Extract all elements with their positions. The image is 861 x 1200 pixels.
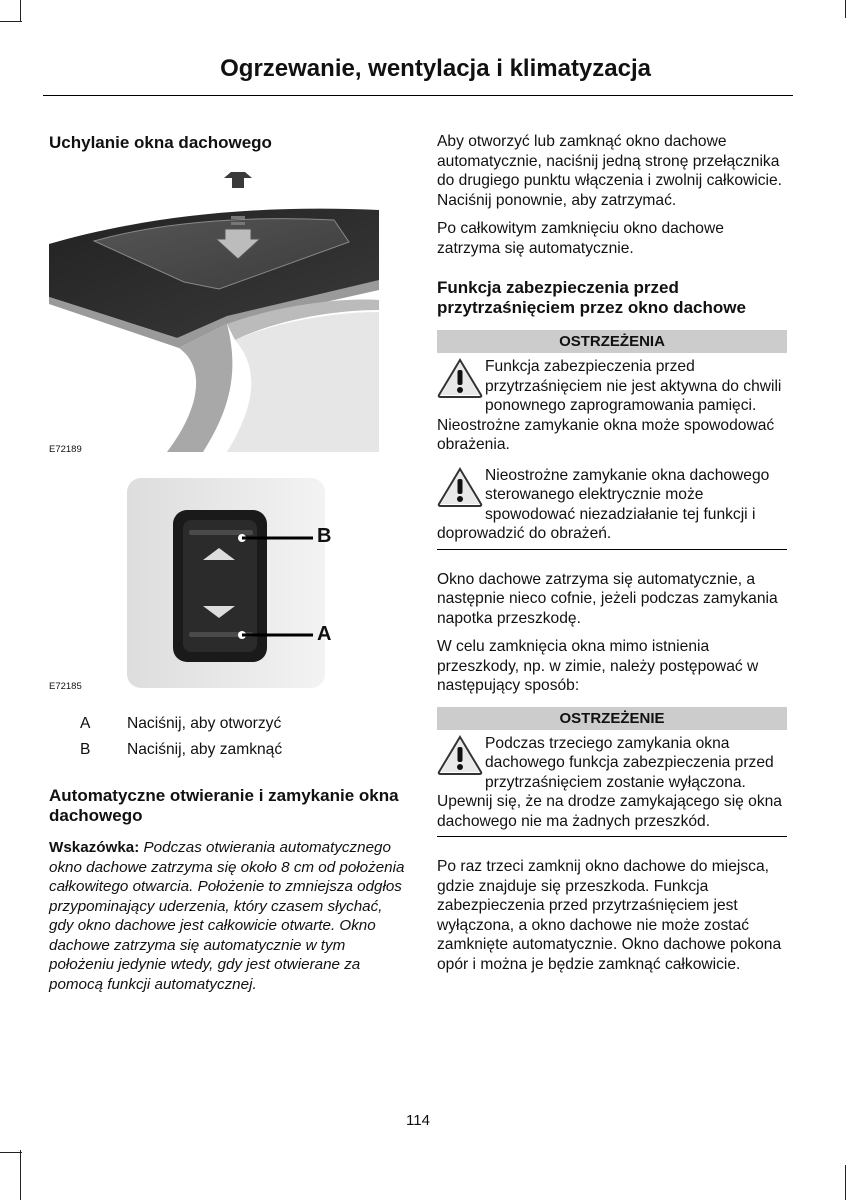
warning-item [437, 357, 789, 455]
section-heading: Uchylanie okna dachowego [49, 133, 272, 152]
warnings-heading: OSTRZEŻENIA [437, 330, 787, 353]
paragraph: Okno dachowe zatrzyma się automatycznie, a następnie nieco cofnie, jeżeli podczas zamykania napotka przeszkodę. [437, 570, 778, 627]
warning-triangle-icon [437, 466, 483, 508]
paragraph: Po raz trzeci zamknij okno dachowe do miejsca, gdzie znajduje się przeszkoda. Funkcja zabezpieczenia przed przytrzaśnięciem jest wyłączona, a okno dachowe nie może zostać zamknięte automatycznie. Okno dachowe pokona opór i można je będzie zamknąć całkowicie. [437, 858, 782, 973]
section-heading: Funkcja zabezpieczenia przed przytrzaśnięciem przez okno dachowe [437, 278, 746, 317]
note-paragraph [49, 838, 409, 994]
page-title: Ogrzewanie, wentylacja i klimatyzacja [220, 55, 651, 82]
figure-code: E72189 [49, 444, 82, 455]
note-text: Podczas otwierania automatycznego okno dachowe zatrzyma się około 8 cm od położenia całkowitego otwarcia. Położenie to zmniejsza odgłos przypominający uderzenia, który czasem słychać, gdy okno dachowe jest całkowicie otwarte. Okno dachowe zatrzyma się automatycznie w tym położeniu jedynie wtedy, gdy jest otwierane za pomocą funkcji automatycznej. [49, 839, 405, 993]
warning-end-rule [437, 549, 787, 550]
crop-mark [845, 0, 846, 18]
paragraph: Aby otworzyć lub zamknąć okno dachowe automatycznie, naciśnij jedną stronę przełącznika do drugiego punktu włączenia i zwolnij całkowicie. Naciśnij ponownie, aby zatrzymać. [437, 133, 782, 209]
crop-mark [20, 0, 21, 22]
warning-item [437, 466, 789, 544]
warning-text: Podczas trzeciego zamykania okna dachowego funkcja zabezpieczenia przed przytrzaśnięciem zostanie wyłączona. Upewnij się, że na drodze zamykającego się okna dachowego nie ma żadnych przeszkód. [437, 734, 782, 830]
right-column [437, 132, 789, 974]
page-number: 114 [406, 1112, 430, 1129]
paragraph: Po całkowitym zamknięciu okno dachowe zatrzyma się automatycznie. [437, 220, 724, 257]
section-heading: Automatyczne otwieranie i zamykanie okna dachowego [49, 786, 399, 825]
label-a: A [317, 623, 332, 645]
title-divider [43, 95, 793, 96]
warning-text: Funkcja zabezpieczenia przed przytrzaśnięciem nie jest aktywna do chwili ponownego zaprogramowania pamięci. Nieostrożne zamykanie okna może spowodować obrażenia. [437, 358, 782, 453]
paragraph: W celu zamknięcia okna mimo istnienia przeszkody, np. w zimie, należy postępować w następujący sposób: [437, 638, 759, 694]
warning-triangle-icon [437, 734, 483, 776]
warning-text: Nieostrożne zamykanie okna dachowego sterowanego elektrycznie może spowodować niezadziałanie tej funkcji i doprowadzić do obrażeń. [437, 466, 770, 542]
legend-item: A Naciśnij, aby otworzyć [80, 715, 282, 732]
crop-mark [845, 1165, 846, 1200]
sunroof-switch-illustration [127, 478, 387, 693]
crop-mark [0, 1152, 22, 1153]
warning-triangle-icon [437, 357, 483, 399]
note-label: Wskazówka: [49, 839, 140, 856]
sunroof-illustration [49, 172, 379, 457]
left-column [49, 130, 409, 993]
crop-mark [0, 21, 22, 22]
figure-code: E72185 [49, 681, 82, 692]
legend-list [49, 714, 409, 766]
warning-item [437, 734, 789, 832]
legend-item: B Naciśnij, aby zamknąć [80, 741, 283, 758]
label-b: B [317, 525, 332, 547]
warning-end-rule [437, 836, 787, 837]
warning-heading: OSTRZEŻENIE [437, 707, 787, 730]
crop-mark [20, 1150, 21, 1200]
